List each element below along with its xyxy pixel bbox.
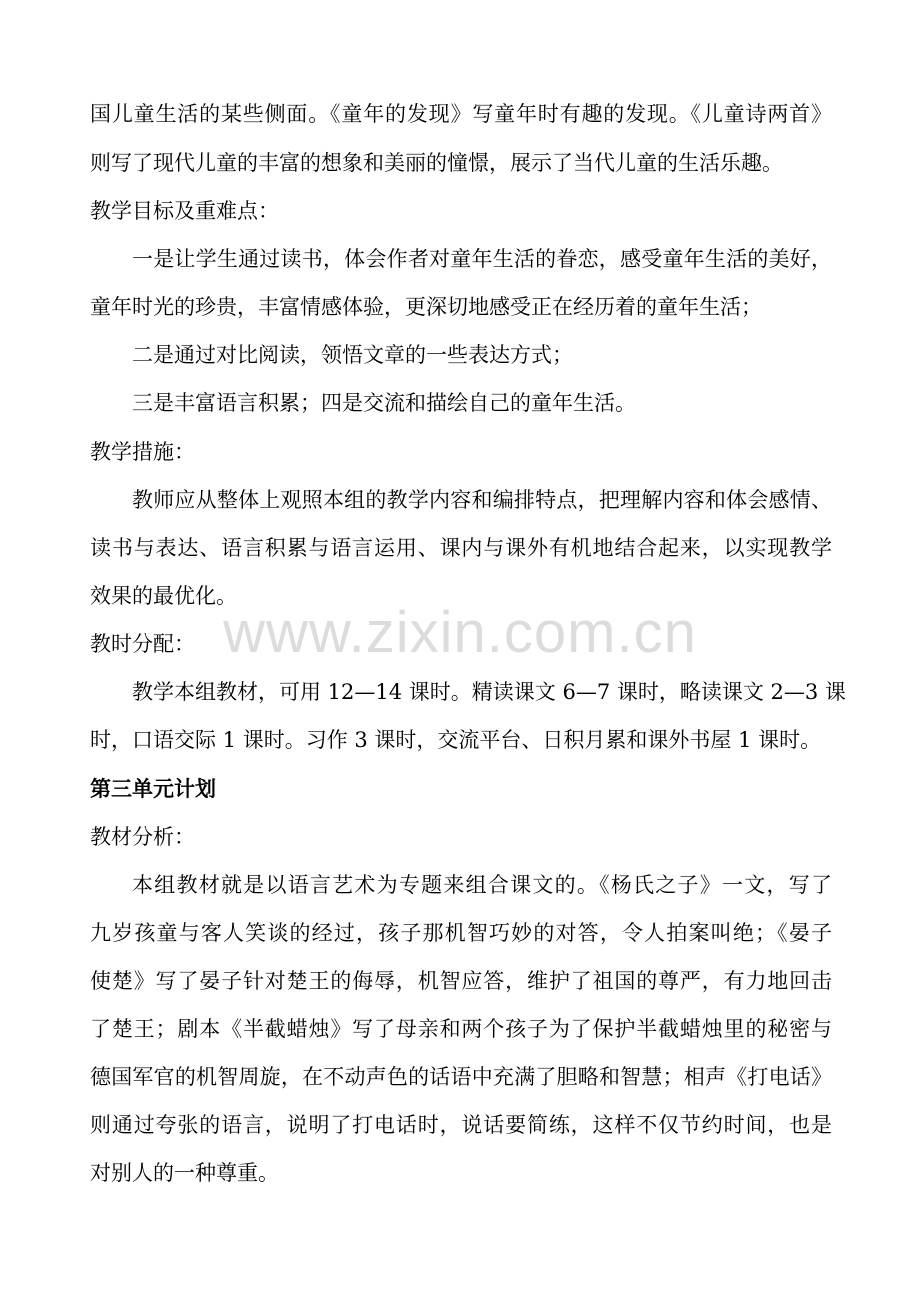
- unit-heading: 第三单元计划: [90, 777, 216, 801]
- paragraph-line: 对别人的一种尊重。: [90, 1161, 279, 1185]
- section-label: 教材分析：: [90, 825, 195, 849]
- paragraph-line: 德国军官的机智周旋，在不动声色的话语中充满了胆略和智慧；相声《打电话》: [90, 1065, 832, 1089]
- section-label: 教学目标及重难点：: [90, 199, 279, 223]
- section-label: 教学措施：: [90, 440, 195, 464]
- paragraph-line: 则通过夸张的语言，说明了打电话时，说话要简练，这样不仅节约时间，也是: [90, 1113, 832, 1137]
- watermark: www.zixin.com.cn: [223, 600, 697, 665]
- paragraph-line: 本组教材就是以语言艺术为专题来组合课文的。《杨氏之子》一文，写了: [132, 873, 832, 897]
- paragraph-line: 一是让学生通过读书，体会作者对童年生活的眷恋，感受童年生活的美好，: [132, 247, 832, 271]
- paragraph-line: 教学本组教材，可用 12—14 课时。精读课文 6—7 课时，略读课文 2—3 课: [132, 680, 846, 704]
- paragraph-line: 时，口语交际 1 课时。习作 3 课时，交流平台、日积月累和课外书屋 1 课时。: [90, 728, 822, 752]
- paragraph-line: 使楚》写了晏子针对楚王的侮辱，机智应答，维护了祖国的尊严，有力地回击: [90, 969, 832, 993]
- paragraph-line: 教师应从整体上观照本组的教学内容和编排特点，把理解内容和体会感情、: [132, 488, 832, 512]
- paragraph-line: 国儿童生活的某些侧面。《童年的发现》写童年时有趣的发现。《儿童诗两首》: [90, 102, 832, 126]
- paragraph-line: 九岁孩童与客人笑谈的经过，孩子那机智巧妙的对答，令人拍案叫绝；《晏子: [90, 921, 832, 945]
- paragraph-line: 三是丰富语言积累；四是交流和描绘自己的童年生活。: [132, 391, 636, 415]
- paragraph-line: 了楚王；剧本《半截蜡烛》写了母亲和两个孩子为了保护半截蜡烛里的秘密与: [90, 1017, 832, 1041]
- paragraph-line: 二是通过对比阅读，领悟文章的一些表达方式；: [132, 343, 573, 367]
- paragraph-line: 童年时光的珍贵，丰富情感体验，更深切地感受正在经历着的童年生活；: [90, 295, 762, 319]
- paragraph-line: 则写了现代儿童的丰富的想象和美丽的憧憬，展示了当代儿童的生活乐趣。: [90, 151, 783, 175]
- paragraph-line: 读书与表达、语言积累与语言运用、课内与课外有机地结合起来，以实现教学: [90, 536, 832, 560]
- paragraph-line: 效果的最优化。: [90, 584, 237, 608]
- section-label: 教时分配：: [90, 632, 195, 656]
